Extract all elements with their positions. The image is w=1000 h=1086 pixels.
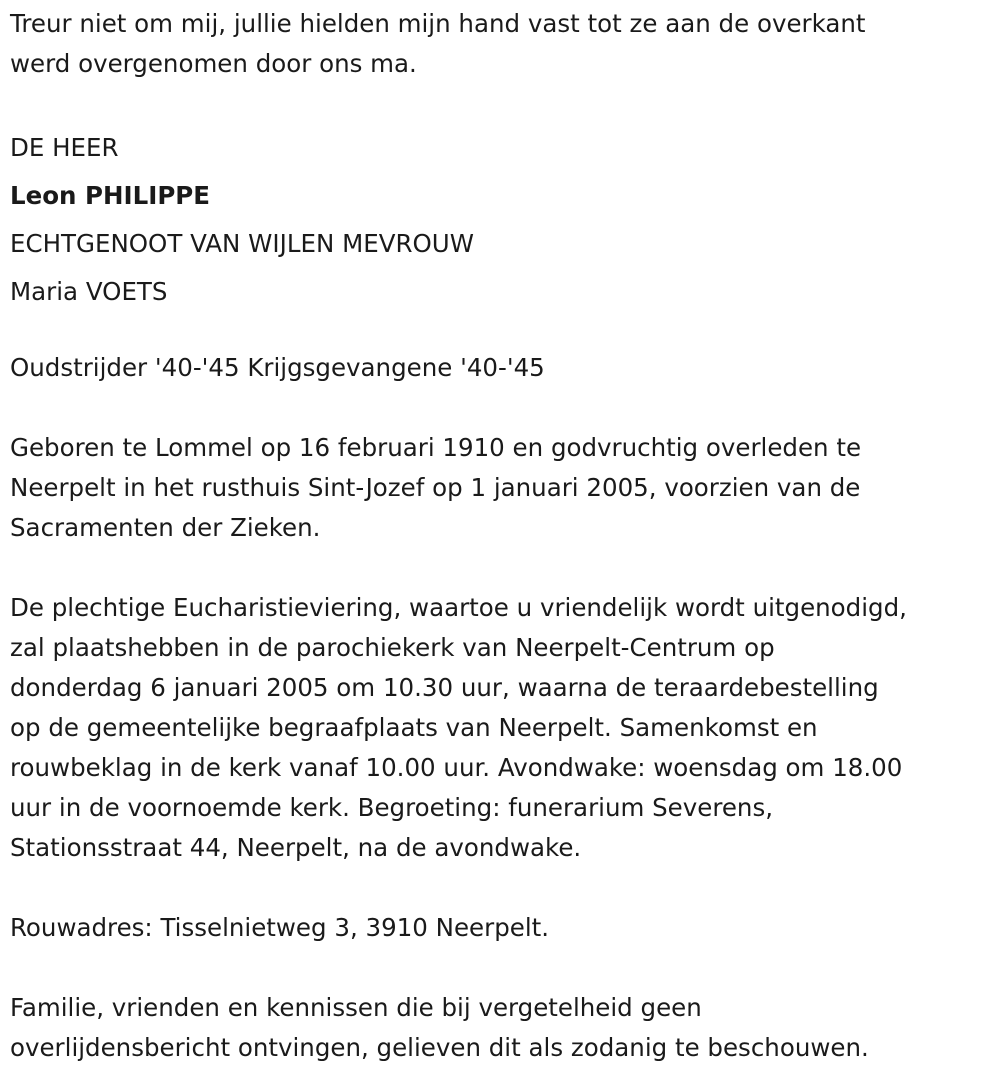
intro-line-1: Treur niet om mij, jullie hielden mijn hand vast tot ze aan de overkant: [10, 9, 866, 38]
relation-label: ECHTGENOOT VAN WIJLEN MEVROUW: [10, 229, 474, 258]
intro-line-2: werd overgenomen door ons ma.: [10, 49, 417, 78]
service-line-7: Stationsstraat 44, Neerpelt, na de avondwake.: [10, 833, 582, 862]
service-line-4: op de gemeentelijke begraafplaats van Neerpelt. Samenkomst en: [10, 713, 818, 742]
birth-death-paragraph: [10, 428, 990, 548]
service-line-6: uur in de voornoemde kerk. Begroeting: funerarium Severens,: [10, 793, 774, 822]
intro-verse: [10, 4, 990, 84]
closing-line-2: overlijdensbericht ontvingen, gelieven dit als zodanig te beschouwen.: [10, 1033, 869, 1062]
service-paragraph: [10, 588, 990, 868]
service-line-3: donderdag 6 januari 2005 om 10.30 uur, waarna de teraardebestelling: [10, 673, 879, 702]
honors-text: [10, 348, 990, 388]
mourning-address: [10, 908, 990, 948]
closing-line-1: Familie, vrienden en kennissen die bij vergetelheid geen: [10, 993, 702, 1022]
birth-death-line-1: Geboren te Lommel op 16 februari 1910 en godvruchtig overleden te: [10, 433, 862, 462]
spacer: [10, 548, 990, 588]
spacer: [10, 388, 990, 428]
spacer: [10, 316, 990, 348]
spacer: [10, 948, 990, 988]
closing-paragraph: [10, 988, 990, 1068]
address-line: Rouwadres: Tisselnietweg 3, 3910 Neerpelt.: [10, 913, 550, 942]
service-line-2: zal plaatshebben in de parochiekerk van Neerpelt-Centrum op: [10, 633, 775, 662]
honors-line: Oudstrijder '40-'45 Krijgsgevangene '40-'45: [10, 353, 545, 382]
honorific-title: DE HEER: [10, 133, 119, 162]
birth-death-line-3: Sacramenten der Zieken.: [10, 513, 321, 542]
deceased-name: Leon PHILIPPE: [10, 181, 210, 210]
spacer: [10, 868, 990, 908]
birth-death-line-2: Neerpelt in het rusthuis Sint-Jozef op 1 januari 2005, voorzien van de: [10, 473, 861, 502]
service-line-5: rouwbeklag in de kerk vanaf 10.00 uur. Avondwake: woensdag om 18.00: [10, 753, 903, 782]
service-line-1: De plechtige Eucharistieviering, waartoe u vriendelijk wordt uitgenodigd,: [10, 593, 907, 622]
spacer: [10, 84, 990, 124]
deceased-header: [10, 124, 990, 316]
spouse-name: Maria VOETS: [10, 277, 168, 306]
